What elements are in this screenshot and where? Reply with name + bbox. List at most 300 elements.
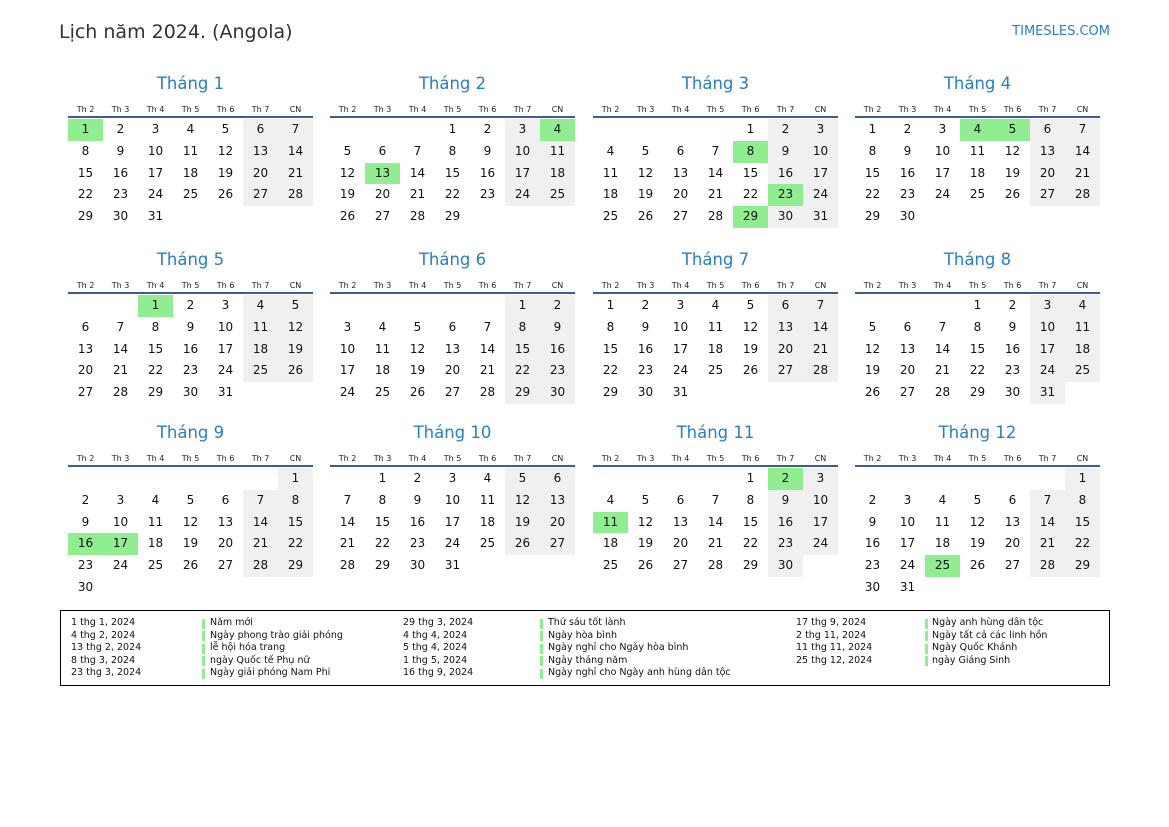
day-cell: 5	[641, 143, 650, 158]
day-cell: 15	[1065, 512, 1100, 534]
day-cell: 6	[676, 143, 685, 158]
weekday-label: Th 3	[111, 454, 130, 463]
month-6	[330, 248, 575, 404]
day-cell: 2	[186, 298, 195, 312]
legend-marker	[925, 631, 928, 641]
day-cell: 9	[641, 319, 650, 334]
weekday-header	[330, 96, 575, 118]
day-cell: 14	[243, 512, 278, 534]
day-grid	[593, 468, 838, 577]
day-cell: 8	[278, 490, 313, 512]
site-link[interactable]: TIMESLES.COM	[1012, 24, 1110, 39]
day-cell: 13	[672, 165, 689, 180]
day-cell: 5	[343, 143, 352, 158]
legend-holiday-name: Thứ sáu tốt lành	[548, 617, 626, 628]
day-cell: 26	[182, 558, 199, 573]
weekday-label: Th 7	[251, 105, 270, 114]
day-cell: 10	[112, 514, 129, 529]
legend-holiday-name: ngày Quốc tế Phụ nữ	[210, 654, 310, 666]
weekday-label: Th 6	[1003, 281, 1022, 290]
day-cell: 27	[1030, 184, 1065, 206]
day-cell: 14	[934, 341, 951, 356]
day-cell: 28	[339, 558, 356, 573]
empty-cell	[435, 295, 470, 317]
day-cell: 11	[540, 141, 575, 163]
day-cell: 24	[803, 184, 838, 206]
day-cell: 2	[903, 122, 912, 136]
day-cell: 22	[1065, 533, 1100, 555]
day-cell: 25	[479, 536, 496, 551]
weekday-label: CN	[1076, 454, 1089, 463]
legend-marker	[202, 644, 205, 654]
day-cell: 26	[969, 558, 986, 573]
weekday-label: Th 2	[601, 105, 620, 114]
day-cell: 4	[151, 492, 160, 507]
day-cell: 22	[77, 187, 94, 202]
day-cell: 24	[899, 558, 916, 573]
weekday-label: CN	[814, 454, 827, 463]
weekday-label: Th 2	[601, 281, 620, 290]
day-cell: 8	[973, 319, 982, 334]
day-cell: 13	[1030, 141, 1065, 163]
day-cell: 30	[768, 555, 803, 577]
weekday-header	[855, 445, 1100, 467]
weekday-label: CN	[1076, 281, 1089, 290]
day-cell: 28	[479, 385, 496, 400]
day-cell: 19	[637, 187, 654, 202]
weekday-label: Th 7	[513, 105, 532, 114]
day-cell: 31	[899, 579, 916, 594]
day-cell: 13	[77, 341, 94, 356]
day-cell: 11	[243, 317, 278, 339]
day-cell: 7	[711, 143, 720, 158]
day-cell: 25	[182, 187, 199, 202]
day-cell: 30	[768, 206, 803, 228]
holiday-legend	[60, 610, 1110, 686]
holiday-day-cell: 25	[925, 555, 960, 577]
day-cell: 14	[1065, 141, 1100, 163]
day-cell: 25	[540, 184, 575, 206]
empty-cell	[925, 468, 960, 490]
weekday-label: Th 6	[741, 105, 760, 114]
day-grid	[593, 295, 838, 404]
legend-marker	[540, 656, 543, 666]
day-cell: 10	[803, 490, 838, 512]
empty-cell	[138, 468, 173, 490]
weekday-label: Th 6	[741, 454, 760, 463]
empty-cell	[103, 468, 138, 490]
weekday-label: Th 3	[111, 105, 130, 114]
day-cell: 16	[768, 512, 803, 534]
day-cell: 26	[409, 385, 426, 400]
weekday-label: Th 5	[443, 454, 462, 463]
day-grid	[68, 468, 313, 599]
weekday-label: Th 3	[636, 105, 655, 114]
day-cell: 11	[374, 341, 391, 356]
day-cell: 7	[711, 492, 720, 507]
legend-date: 1 thg 5, 2024	[403, 654, 468, 666]
day-cell: 19	[637, 536, 654, 551]
day-cell: 17	[803, 512, 838, 534]
day-cell: 19	[742, 341, 759, 356]
day-cell: 4	[606, 143, 615, 158]
legend-date: 4 thg 4, 2024	[403, 629, 468, 641]
day-cell: 14	[409, 165, 426, 180]
day-cell: 19	[182, 536, 199, 551]
day-cell: 31	[444, 558, 461, 573]
day-cell: 20	[899, 363, 916, 378]
day-cell: 3	[221, 298, 230, 312]
weekday-label: CN	[289, 105, 302, 114]
day-cell: 28	[803, 360, 838, 382]
day-cell: 8	[868, 143, 877, 158]
day-cell: 6	[1030, 119, 1065, 141]
weekday-label: Th 5	[706, 454, 725, 463]
weekday-label: Th 4	[146, 105, 165, 114]
empty-cell	[890, 468, 925, 490]
weekday-label: Th 3	[373, 454, 392, 463]
day-cell: 16	[899, 165, 916, 180]
weekday-label: Th 2	[76, 454, 95, 463]
day-cell: 1	[278, 468, 313, 490]
day-cell: 26	[637, 209, 654, 224]
day-cell: 19	[864, 363, 881, 378]
day-cell: 31	[147, 209, 164, 224]
day-cell: 14	[112, 341, 129, 356]
day-cell: 21	[934, 363, 951, 378]
day-cell: 30	[1004, 385, 1021, 400]
month-3	[593, 72, 838, 228]
month-title: Tháng 10	[413, 423, 492, 442]
day-cell: 3	[448, 471, 457, 485]
day-cell: 17	[505, 163, 540, 185]
day-cell: 13	[444, 341, 461, 356]
day-grid	[855, 119, 1100, 228]
empty-cell	[698, 119, 733, 141]
day-cell: 12	[505, 490, 540, 512]
month-5	[68, 248, 313, 404]
day-cell: 27	[243, 184, 278, 206]
day-cell: 13	[243, 141, 278, 163]
day-cell: 16	[409, 514, 426, 529]
day-cell: 22	[742, 187, 759, 202]
day-cell: 29	[1065, 555, 1100, 577]
legend-holiday-name: Ngày nghỉ cho Ngày anh hùng dân tộc	[548, 667, 731, 678]
day-cell: 13	[672, 514, 689, 529]
day-cell: 1	[746, 122, 755, 136]
day-cell: 6	[676, 492, 685, 507]
legend-marker	[925, 656, 928, 666]
weekday-label: Th 5	[181, 454, 200, 463]
empty-cell	[960, 468, 995, 490]
day-cell: 26	[278, 360, 313, 382]
weekday-label: CN	[551, 105, 564, 114]
holiday-day-cell: 17	[103, 533, 138, 555]
day-cell: 17	[672, 341, 689, 356]
day-cell: 20	[1030, 163, 1065, 185]
day-cell: 7	[278, 119, 313, 141]
day-cell: 30	[77, 579, 94, 594]
day-cell: 3	[1030, 295, 1065, 317]
weekday-label: Th 4	[146, 454, 165, 463]
day-cell: 5	[278, 295, 313, 317]
day-cell: 29	[278, 555, 313, 577]
month-title: Tháng 9	[156, 423, 225, 442]
day-cell: 12	[409, 341, 426, 356]
day-cell: 16	[637, 341, 654, 356]
weekday-label: Th 6	[478, 454, 497, 463]
day-cell: 23	[1004, 363, 1021, 378]
day-cell: 9	[413, 492, 422, 507]
day-cell: 21	[707, 536, 724, 551]
day-cell: 11	[147, 514, 164, 529]
weekday-label: CN	[814, 105, 827, 114]
weekday-label: Th 3	[636, 454, 655, 463]
day-cell: 8	[606, 319, 615, 334]
legend-date: 1 thg 1, 2024	[71, 617, 136, 628]
holiday-day-cell: 4	[960, 119, 995, 141]
month-title: Tháng 4	[943, 74, 1012, 93]
day-cell: 4	[243, 295, 278, 317]
day-cell: 8	[448, 143, 457, 158]
day-cell: 24	[672, 363, 689, 378]
day-cell: 12	[969, 514, 986, 529]
day-cell: 21	[409, 187, 426, 202]
day-cell: 15	[969, 341, 986, 356]
day-cell: 5	[186, 492, 195, 507]
holiday-day-cell: 1	[68, 119, 103, 141]
holiday-day-cell: 16	[68, 533, 103, 555]
day-cell: 1	[973, 298, 982, 312]
weekday-label: Th 6	[216, 105, 235, 114]
day-cell: 20	[672, 536, 689, 551]
legend-date: 2 thg 11, 2024	[796, 629, 867, 641]
legend-holiday-name: Ngày phong trào giải phóng	[210, 629, 343, 641]
day-cell: 30	[899, 209, 916, 224]
day-cell: 21	[278, 163, 313, 185]
day-cell: 15	[444, 165, 461, 180]
day-cell: 7	[938, 319, 947, 334]
legend-holiday-name: Ngày anh hùng dân tộc	[932, 617, 1044, 628]
day-cell: 4	[711, 298, 720, 312]
weekday-header	[855, 272, 1100, 294]
day-grid	[593, 119, 838, 228]
day-cell: 15	[374, 514, 391, 529]
day-cell: 11	[602, 165, 619, 180]
day-cell: 18	[147, 536, 164, 551]
day-cell: 12	[864, 341, 881, 356]
day-cell: 27	[217, 558, 234, 573]
empty-cell	[925, 295, 960, 317]
day-cell: 26	[505, 533, 540, 555]
day-cell: 8	[505, 317, 540, 339]
legend-holiday-name: Ngày giải phóng Nam Phi	[210, 667, 331, 678]
weekday-label: Th 6	[741, 281, 760, 290]
day-cell: 22	[505, 360, 540, 382]
day-cell: 6	[378, 143, 387, 158]
day-cell: 11	[707, 319, 724, 334]
day-cell: 23	[479, 187, 496, 202]
weekday-label: Th 4	[408, 454, 427, 463]
day-cell: 22	[864, 187, 881, 202]
legend-marker	[925, 644, 928, 654]
weekday-label: Th 2	[76, 105, 95, 114]
legend-date: 17 thg 9, 2024	[796, 617, 867, 628]
day-cell: 18	[374, 363, 391, 378]
day-cell: 2	[413, 471, 422, 485]
day-cell: 13	[1004, 514, 1021, 529]
page-title: Lịch năm 2024. (Angola)	[59, 21, 293, 43]
weekday-label: Th 4	[933, 105, 952, 114]
day-cell: 16	[182, 341, 199, 356]
weekday-label: Th 6	[216, 281, 235, 290]
empty-cell	[628, 119, 663, 141]
day-cell: 28	[707, 209, 724, 224]
day-cell: 26	[339, 209, 356, 224]
day-cell: 5	[641, 492, 650, 507]
weekday-label: Th 7	[251, 454, 270, 463]
day-cell: 9	[186, 319, 195, 334]
day-cell: 15	[278, 512, 313, 534]
day-cell: 7	[343, 492, 352, 507]
day-cell: 13	[540, 490, 575, 512]
day-cell: 15	[742, 165, 759, 180]
day-cell: 10	[505, 141, 540, 163]
empty-cell	[365, 119, 400, 141]
weekday-label: CN	[551, 281, 564, 290]
legend-marker	[540, 644, 543, 654]
day-cell: 15	[147, 341, 164, 356]
weekday-label: Th 3	[636, 281, 655, 290]
day-cell: 23	[77, 558, 94, 573]
weekday-label: Th 7	[1038, 281, 1057, 290]
day-cell: 20	[672, 187, 689, 202]
day-cell: 21	[243, 533, 278, 555]
day-cell: 10	[339, 341, 356, 356]
weekday-label: Th 7	[1038, 454, 1057, 463]
day-cell: 4	[483, 471, 492, 485]
day-grid	[855, 468, 1100, 599]
day-cell: 24	[444, 536, 461, 551]
legend-marker	[540, 619, 543, 629]
day-cell: 6	[540, 468, 575, 490]
legend-holiday-name: Ngày tất cả các linh hồn	[932, 629, 1048, 641]
month-2	[330, 72, 575, 228]
day-cell: 15	[602, 341, 619, 356]
day-cell: 2	[1008, 298, 1017, 312]
day-cell: 10	[444, 492, 461, 507]
weekday-label: Th 6	[478, 105, 497, 114]
day-cell: 27	[899, 385, 916, 400]
day-cell: 13	[899, 341, 916, 356]
day-cell: 10	[1030, 317, 1065, 339]
day-cell: 28	[1065, 184, 1100, 206]
empty-cell	[855, 295, 890, 317]
day-cell: 20	[540, 512, 575, 534]
day-cell: 19	[278, 339, 313, 361]
day-cell: 19	[1004, 165, 1021, 180]
day-cell: 8	[746, 492, 755, 507]
weekday-label: Th 5	[181, 281, 200, 290]
day-cell: 1	[868, 122, 877, 136]
day-cell: 14	[707, 514, 724, 529]
weekday-label: CN	[551, 454, 564, 463]
month-12	[855, 421, 1100, 599]
empty-cell	[330, 119, 365, 141]
day-cell: 10	[803, 141, 838, 163]
day-cell: 1	[1065, 468, 1100, 490]
day-cell: 6	[903, 319, 912, 334]
legend-marker	[202, 631, 205, 641]
weekday-label: Th 5	[706, 105, 725, 114]
day-cell: 18	[540, 163, 575, 185]
day-cell: 19	[969, 536, 986, 551]
day-cell: 24	[147, 187, 164, 202]
legend-marker	[540, 669, 543, 679]
weekday-label: CN	[814, 281, 827, 290]
day-cell: 29	[374, 558, 391, 573]
day-cell: 21	[1030, 533, 1065, 555]
day-cell: 4	[606, 492, 615, 507]
day-cell: 22	[444, 187, 461, 202]
day-cell: 29	[505, 382, 540, 404]
day-cell: 14	[803, 317, 838, 339]
month-title: Tháng 12	[938, 423, 1017, 442]
empty-cell	[330, 295, 365, 317]
day-cell: 12	[637, 514, 654, 529]
weekday-label: Th 7	[513, 454, 532, 463]
day-cell: 21	[112, 363, 129, 378]
day-cell: 30	[864, 579, 881, 594]
weekday-label: Th 2	[76, 281, 95, 290]
day-cell: 26	[864, 385, 881, 400]
day-cell: 20	[444, 363, 461, 378]
empty-cell	[68, 468, 103, 490]
day-cell: 3	[505, 119, 540, 141]
day-cell: 5	[413, 319, 422, 334]
weekday-label: Th 5	[968, 454, 987, 463]
day-cell: 11	[479, 492, 496, 507]
day-cell: 24	[339, 385, 356, 400]
weekday-label: Th 5	[968, 281, 987, 290]
legend-date: 4 thg 2, 2024	[71, 629, 136, 641]
day-cell: 3	[938, 122, 947, 136]
day-cell: 22	[374, 536, 391, 551]
day-cell: 28	[1030, 555, 1065, 577]
month-title: Tháng 5	[156, 250, 225, 269]
legend-holiday-name: Ngày tháng năm	[548, 654, 628, 666]
day-cell: 2	[483, 122, 492, 136]
day-cell: 17	[339, 363, 356, 378]
weekday-label: Th 2	[338, 454, 357, 463]
weekday-header	[593, 445, 838, 467]
weekday-label: CN	[289, 454, 302, 463]
day-cell: 16	[112, 165, 129, 180]
weekday-label: Th 5	[181, 105, 200, 114]
day-cell: 31	[672, 385, 689, 400]
day-cell: 20	[374, 187, 391, 202]
month-title: Tháng 2	[418, 74, 487, 93]
day-cell: 15	[864, 165, 881, 180]
day-cell: 4	[1065, 295, 1100, 317]
day-cell: 18	[602, 187, 619, 202]
day-cell: 6	[243, 119, 278, 141]
holiday-day-cell: 23	[768, 184, 803, 206]
day-cell: 17	[803, 163, 838, 185]
weekday-label: Th 7	[776, 454, 795, 463]
day-cell: 25	[147, 558, 164, 573]
month-9	[68, 421, 313, 599]
